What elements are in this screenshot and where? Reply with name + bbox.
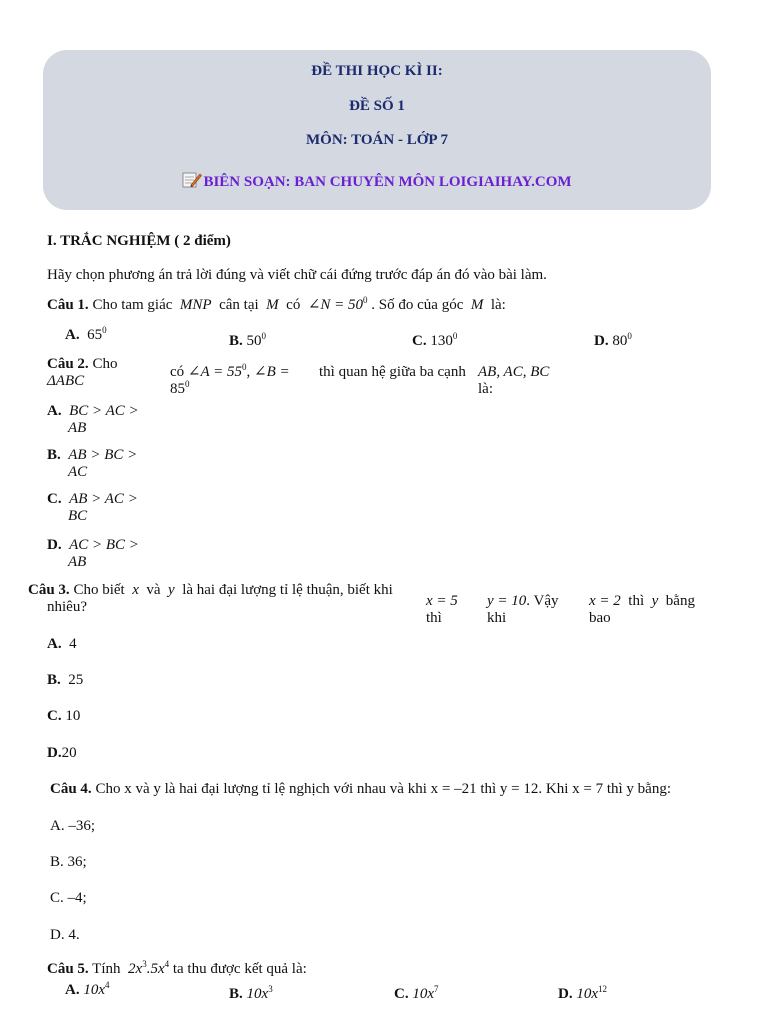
- q4-option-b[interactable]: B. 36;: [50, 854, 87, 870]
- question-5: [47, 961, 307, 978]
- q5-option-b[interactable]: [229, 986, 273, 1003]
- section-instruction: Hãy chọn phương án trả lời đúng và viết chữ cái đứng trước đáp án đó vào bài làm.: [47, 267, 547, 283]
- q2-sides: [478, 364, 598, 398]
- superscript: 0: [102, 325, 107, 335]
- exam-author: BIÊN SOẠN: BAN CHUYÊN MÔN LOIGIAIHAY.COM: [203, 174, 572, 190]
- superscript: 0: [363, 295, 368, 305]
- option-label: A.: [65, 327, 80, 343]
- question-label: Câu 4.: [50, 781, 92, 797]
- q1-option-d[interactable]: [594, 333, 632, 350]
- option-value: AC > BC >: [69, 537, 139, 553]
- q3-option-c[interactable]: [47, 708, 80, 725]
- q2-option-b[interactable]: [47, 447, 157, 481]
- option-value: BC > AC >: [69, 403, 139, 419]
- math-expr: ∠N = 50: [307, 297, 364, 313]
- superscript: 0: [242, 362, 247, 372]
- question-text: có: [170, 364, 185, 380]
- math-expr: 85: [170, 381, 185, 397]
- question-text: Cho x và y là hai đại lượng tỉ lệ nghịch với nhau và khi x = –21 thì y = 12. Khi x = 7 thì y bằng:: [95, 781, 671, 797]
- option-value: 130: [430, 333, 453, 349]
- option-label: B.: [229, 986, 243, 1002]
- superscript: 0: [627, 331, 632, 341]
- question-4: [50, 781, 671, 798]
- q3-option-d[interactable]: [47, 745, 77, 762]
- question-text: cân tại: [219, 297, 259, 313]
- option-label: C.: [47, 708, 62, 724]
- question-2: [47, 356, 157, 390]
- q5-option-d[interactable]: [558, 986, 607, 1003]
- option-value: AC: [68, 464, 88, 480]
- q1-option-c[interactable]: [412, 333, 457, 350]
- option-label: D.: [47, 537, 62, 553]
- question-1: [47, 295, 506, 314]
- math-expr: AB, AC, BC: [478, 364, 550, 380]
- option-value: BC: [68, 508, 88, 524]
- q2-angles: [170, 364, 315, 398]
- option-value: 10x: [412, 986, 435, 1002]
- option-label: D.: [47, 745, 62, 761]
- superscript: 0: [261, 331, 267, 341]
- math-expr: .5x: [146, 961, 165, 977]
- option-value: 10x: [83, 982, 106, 998]
- question-text: là:: [490, 297, 506, 313]
- math-expr: 2x: [128, 961, 143, 977]
- option-value: 80: [612, 333, 628, 349]
- math-expr: y: [168, 582, 175, 598]
- math-expr: y: [651, 593, 659, 609]
- question-text: Tính: [92, 961, 121, 977]
- q3-option-a[interactable]: [47, 636, 77, 653]
- exam-subject: MÔN: TOÁN - LỚP 7: [306, 132, 448, 148]
- question-text: ta thu được kết quả là:: [172, 961, 307, 977]
- option-value: 4: [69, 636, 77, 652]
- q5-option-a[interactable]: [65, 982, 110, 999]
- question-text: thì quan hệ giữa ba cạnh: [319, 364, 466, 380]
- superscript: 4: [164, 959, 170, 969]
- question-text: thì: [628, 593, 645, 609]
- math-expr: x = 5: [426, 593, 458, 609]
- superscript: 4: [105, 980, 110, 990]
- math-expr: ΔABC: [47, 373, 85, 389]
- question-text: bao: [589, 610, 611, 626]
- q4-option-d[interactable]: D. 4.: [50, 927, 80, 943]
- q4-option-a[interactable]: A. –36;: [50, 818, 95, 834]
- option-value: 10x: [576, 986, 599, 1002]
- superscript: 12: [598, 984, 608, 994]
- question-text: khi: [487, 610, 507, 626]
- q1-option-a[interactable]: [65, 327, 107, 344]
- question-text: và: [146, 582, 161, 598]
- question-text: là hai đại lượng tỉ lệ thuận, biết khi: [182, 582, 393, 598]
- exam-author-line: [43, 170, 711, 191]
- option-label: A.: [47, 636, 62, 652]
- option-value: 10: [65, 708, 81, 724]
- option-label: B.: [47, 447, 61, 463]
- superscript: 7: [434, 984, 439, 994]
- q4-option-c[interactable]: C. –4;: [50, 890, 87, 906]
- question-text: là:: [478, 381, 493, 397]
- option-value: AB: [68, 420, 87, 436]
- option-label: D.: [594, 333, 609, 349]
- question-text: Cho tam giác: [92, 297, 173, 313]
- superscript: 0: [185, 379, 190, 389]
- q2-option-c[interactable]: [47, 491, 157, 525]
- superscript: 3: [268, 984, 273, 994]
- math-expr: ∠A = 55: [187, 364, 243, 380]
- superscript: 3: [142, 959, 147, 969]
- question-text: nhiêu?: [47, 599, 87, 615]
- math-expr: x: [132, 582, 139, 598]
- option-value: 50: [246, 333, 262, 349]
- math-expr: M: [266, 297, 279, 313]
- section-title: I. TRẮC NGHIỆM ( 2 điểm): [47, 233, 231, 249]
- q5-option-c[interactable]: [394, 986, 439, 1003]
- question-text: Cho: [92, 356, 118, 372]
- q1-option-b[interactable]: [229, 333, 266, 350]
- option-label: C.: [394, 986, 409, 1002]
- option-label: C.: [412, 333, 427, 349]
- option-label: A.: [47, 403, 62, 419]
- question-label: Câu 1.: [47, 297, 89, 313]
- option-label: B.: [229, 333, 243, 349]
- option-value: 20: [61, 745, 77, 761]
- question-text: Cho biết: [73, 582, 125, 598]
- option-value: 65: [87, 327, 103, 343]
- q3-option-b[interactable]: [47, 672, 83, 689]
- question-3: [28, 582, 418, 616]
- question-label: Câu 2.: [47, 356, 89, 372]
- math-expr: y = 10: [487, 593, 527, 609]
- math-expr: x = 2: [589, 593, 621, 609]
- option-value: 10x: [246, 986, 269, 1002]
- question-label: Câu 5.: [47, 961, 89, 977]
- question-text: có: [286, 297, 301, 313]
- option-label: C.: [47, 491, 62, 507]
- exam-title: ĐỀ THI HỌC KÌ II:: [311, 63, 443, 79]
- option-value: AB > BC >: [68, 447, 138, 463]
- q3-cond-y: [487, 593, 582, 627]
- exam-header: [43, 50, 711, 210]
- exam-number: ĐỀ SỐ 1: [349, 98, 405, 114]
- option-label: B.: [47, 672, 61, 688]
- option-value: AB: [68, 554, 87, 570]
- q2-option-d[interactable]: [47, 537, 157, 571]
- q2-option-a[interactable]: [47, 403, 157, 437]
- pencil-note-icon: [182, 170, 202, 188]
- math-expr: MNP: [179, 297, 212, 313]
- option-label: D.: [558, 986, 573, 1002]
- math-expr: M: [470, 297, 484, 313]
- question-text: . Vậy: [526, 593, 559, 609]
- question-text: thì: [426, 610, 442, 626]
- option-label: A.: [65, 982, 80, 998]
- option-value: 25: [68, 672, 84, 688]
- q3-cond-x: [426, 593, 486, 627]
- question-text: ,: [246, 364, 255, 380]
- question-text: bằng: [665, 593, 695, 609]
- math-expr: ∠B =: [254, 364, 290, 380]
- superscript: 0: [452, 331, 458, 341]
- q3-ask: [589, 593, 719, 627]
- question-label: Câu 3.: [28, 582, 70, 598]
- option-value: AB > AC >: [69, 491, 138, 507]
- question-text: . Số đo của góc: [371, 297, 464, 313]
